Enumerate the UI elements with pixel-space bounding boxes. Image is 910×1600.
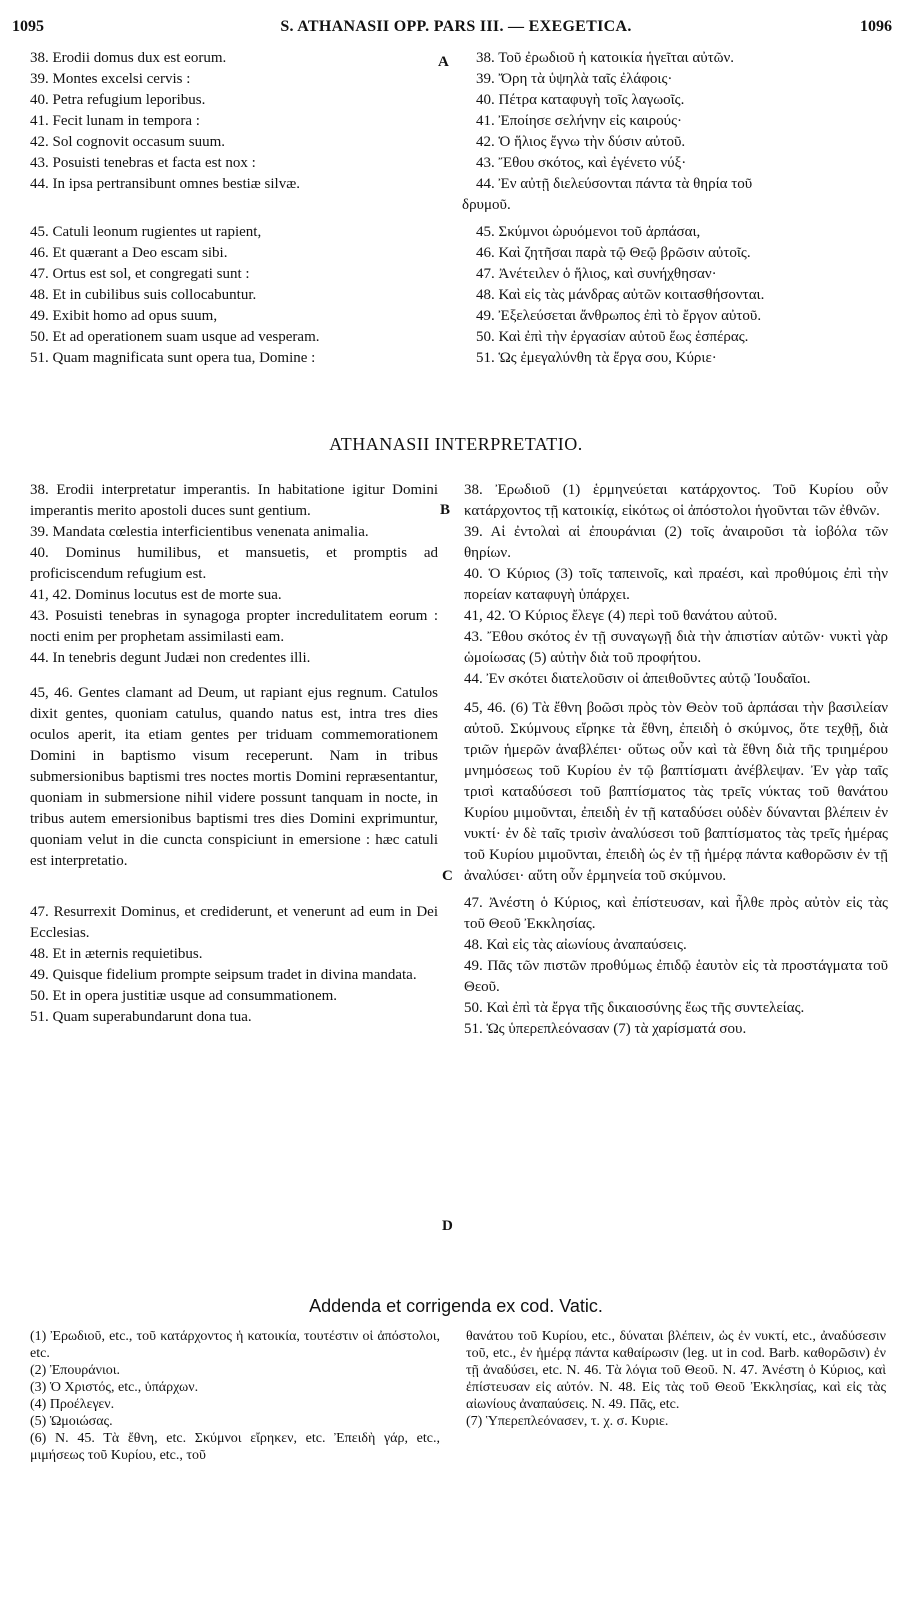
greek-paragraph: 48. Καὶ εἰς τὰς αἰωνίους ἀναπαύσεις. (464, 937, 687, 953)
margin-marker-c: C (442, 868, 453, 884)
footnote: θανάτου τοῦ Κυρίου, etc., δύναται βλέπειν, ὡς ἐν νυκτί, etc., ἀναδύσεσιν τοῦ, etc., ἐν ἡμέρᾳ πάντα καθαίρωσιν (leg. ut in cod. Barb. καθορῶσιν) ἐν τῇ ἀναδύσει, etc. Ν. 46. Τὰ λόγια τοῦ Θεοῦ. Ν. 47. Ἀνέστη ὁ Κύριος, καὶ ἐπίστευσαν εἰς αὐτόν. Ν. 48. Εἰς τὰς τοῦ Θεοῦ Ἐκκλησίας, καὶ εἰς τὰς αἰωνίους ἀναπαύσεις. Ν. 49. Πᾶς, etc. (466, 1329, 886, 1412)
greek-verse: 50. Καὶ ἐπὶ τὴν ἐργασίαν αὐτοῦ ἕως ἑσπέρας. (476, 329, 749, 345)
latin-paragraph: 50. Et in opera justitiæ usque ad consummationem. (30, 988, 338, 1004)
greek-verse: δρυμοῦ. (462, 197, 511, 213)
latin-paragraph: 44. In tenebris degunt Judæi non credentes illi. (30, 650, 311, 666)
latin-paragraph: 45, 46. Gentes clamant ad Deum, ut rapiant ejus regnum. Catulos dixit gentes, quoniam catulus, quando natus est, intra tres dies oculos aperit, ita etiam gentes per triduam commemorationem Domini in baptismo visum receperunt. Nam in tribus submersionibus baptismi tres noctes mortis Domini repræsentantur, quoniam in submersione nihil videre possunt tanquam in nocte, in tribus autem emersionibus baptismi tres dies Domini exprimuntur, quoniam velut in die cuncta conspiciunt in emersione : hæc catuli est interpretatio. (30, 685, 438, 869)
margin-marker-b: B (440, 502, 451, 518)
addenda-notes (30, 1328, 886, 1568)
paragraph-gap (30, 872, 438, 902)
psalm-verses (30, 48, 882, 418)
latin-verse: 45. Catuli leonum rugientes ut rapient, (30, 224, 262, 240)
footnote: (5) Ὡμοιώσας. (30, 1414, 113, 1429)
footnote: (4) Προέλεγεν. (30, 1397, 115, 1412)
latin-paragraph: 51. Quam superabundarunt dona tua. (30, 1009, 252, 1025)
greek-paragraph: 43. Ἔθου σκότος ἐν τῇ συναγωγῇ διὰ τὴν ἀπιστίαν αὐτῶν· νυκτὶ γὰρ ὡμοίωσας (5) αὐτὴν διὰ τοῦ προφήτου. (464, 629, 888, 666)
greek-paragraph: 44. Ἐν σκότει διατελοῦσιν οἱ ἀπειθοῦντες αὐτῷ Ἰουδαῖοι. (464, 671, 811, 687)
latin-paragraph: 38. Erodii interpretatur imperantis. In habitatione igitur Domini imperantis merito apostoli duces sunt gentium. (30, 482, 438, 519)
latin-verse: 38. Erodii domus dux est eorum. (30, 50, 227, 66)
latin-paragraph: 41, 42. Dominus locutus est de morte sua. (30, 587, 282, 603)
latin-interpretation (30, 480, 438, 1028)
greek-paragraph: 47. Ἀνέστη ὁ Κύριος, καὶ ἐπίστευσαν, καὶ ἦλθε πρὸς αὐτὸν εἰς τὰς τοῦ Θεοῦ Ἐκκλησίας. (464, 895, 888, 932)
latin-verse: 48. Et in cubilibus suis collocabuntur. (30, 287, 257, 303)
latin-verse: 39. Montes excelsi cervis : (30, 71, 191, 87)
greek-verse: 47. Ἀνέτειλεν ὁ ἥλιος, καὶ συνήχθησαν· (476, 266, 717, 282)
latin-verse: 41. Fecit lunam in tempora : (30, 113, 200, 129)
page-number-left: 1095 (12, 18, 44, 35)
greek-verse: 44. Ἐν αὐτῇ διελεύσονται πάντα τὰ θηρία τοῦ (476, 176, 753, 192)
greek-paragraph: 50. Καὶ ἐπὶ τὰ ἔργα τῆς δικαιοσύνης ἕως τῆς συντελείας. (464, 1000, 805, 1016)
greek-verse: 40. Πέτρα καταφυγὴ τοῖς λαγωοῖς. (476, 92, 685, 108)
greek-verse: 48. Καὶ εἰς τὰς μάνδρας αὐτῶν κοιτασθήσονται. (476, 287, 765, 303)
latin-verse: 51. Quam magnificata sunt opera tua, Domine : (30, 350, 316, 366)
latin-verse: 43. Posuisti tenebras et facta est nox : (30, 155, 256, 171)
greek-verse: 38. Τοῦ ἐρωδιοῦ ἡ κατοικία ἡγεῖται αὐτῶν. (476, 50, 735, 66)
running-title: S. ATHANASII OPP. PARS III. — EXEGETICA. (280, 18, 632, 35)
greek-interpretation (464, 480, 888, 1040)
latin-verse: 50. Et ad operationem suam usque ad vesperam. (30, 329, 320, 345)
latin-verses (30, 48, 444, 369)
footnote: (6) Ν. 45. Τὰ ἔθνη, etc. Σκύμνοι εἴρηκεν, etc. Ἐπειδὴ γάρ, etc., μιμήσεως τοῦ Κυρίου, etc., τοῦ (30, 1431, 440, 1463)
latin-paragraph: 47. Resurrexit Dominus, et crediderunt, et venerunt ad eum in Dei Ecclesias. (30, 904, 438, 941)
footnote: (2) Ἐπουράνιοι. (30, 1363, 120, 1378)
latin-verse: 47. Ortus est sol, et congregati sunt : (30, 266, 250, 282)
greek-paragraph: 39. Αἱ ἐντολαὶ αἱ ἐπουράνιαι (2) τοῖς ἀναιροῦσι τὰ ἰοβόλα τῶν θηρίων. (464, 524, 888, 561)
latin-verse: 44. In ipsa pertransibunt omnes bestiæ silvæ. (30, 176, 300, 192)
footnote: (1) Ἐρωδιοῦ, etc., τοῦ κατάρχοντος ἡ κατοικία, τουτέστιν οἱ ἀπόστολοι, etc. (30, 1329, 440, 1361)
running-head (12, 14, 892, 42)
latin-verse: 49. Exibit homo ad opus suum, (30, 308, 218, 324)
paragraph-gap (464, 690, 888, 698)
greek-paragraph: 40. Ὁ Κύριος (3) τοῖς ταπεινοῖς, καὶ πραέσι, καὶ προθύμοις ἐπὶ τὴν πορείαν καταφυγὴ ὑπάρχει. (464, 566, 888, 603)
greek-paragraph: 51. Ὡς ὑπερεπλεόνασαν (7) τὰ χαρίσματά σου. (464, 1021, 747, 1037)
greek-paragraph: 49. Πᾶς τῶν πιστῶν προθύμως ἐπιδῷ ἑαυτὸν εἰς τὰ προστάγματα τοῦ Θεοῦ. (464, 958, 888, 995)
notes-left (30, 1328, 440, 1464)
greek-verses (462, 48, 890, 369)
greek-verse: 49. Ἐξελεύσεται ἄνθρωπος ἐπὶ τὸ ἔργον αὐτοῦ. (476, 308, 762, 324)
latin-paragraph: 43. Posuisti tenebras in synagoga propter incredulitatem eorum : nocti enim per prophetam assimilasti eam. (30, 608, 438, 645)
latin-verse: 46. Et quærant a Deo escam sibi. (30, 245, 228, 261)
page-number-right: 1096 (860, 18, 892, 35)
margin-marker-d: D (442, 1218, 453, 1234)
notes-right (466, 1328, 886, 1430)
greek-paragraph: 41, 42. Ὁ Κύριος ἔλεγε (4) περὶ τοῦ θανάτου αὐτοῦ. (464, 608, 778, 624)
footnote: (3) Ὁ Χριστός, etc., ὑπάρχων. (30, 1380, 199, 1395)
latin-paragraph: 39. Mandata cœlestia interficientibus venenata animalia. (30, 524, 369, 540)
section-title: ATHANASII INTERPRETATIO. (329, 434, 583, 454)
greek-verse: 42. Ὁ ἥλιος ἔγνω τὴν δύσιν αὐτοῦ. (476, 134, 686, 150)
paragraph-gap (30, 669, 438, 683)
greek-verse: 43. Ἔθου σκότος, καὶ ἐγένετο νύξ· (476, 155, 687, 171)
greek-verse: 51. Ὡς ἐμεγαλύνθη τὰ ἔργα σου, Κύριε· (476, 350, 717, 366)
addenda-title: Addenda et corrigenda ex cod. Vatic. (309, 1296, 603, 1316)
greek-paragraph: 38. Ἐρωδιοῦ (1) ἑρμηνεύεται κατάρχοντος. Τοῦ Κυρίου οὖν κατάρχοντος τῇ κατοικίᾳ, εἰκότως οἱ ἀπόστολοι ἡγοῦνται τῶν ἐθνῶν. (464, 482, 888, 519)
greek-verse: 41. Ἐποίησε σελήνην εἰς καιρούς· (476, 113, 683, 129)
latin-paragraph: 49. Quisque fidelium prompte seipsum tradet in divina mandata. (30, 967, 417, 983)
greek-verse: 45. Σκύμνοι ὠρυόμενοι τοῦ ἁρπάσαι, (476, 224, 701, 240)
latin-paragraph: 48. Et in æternis requietibus. (30, 946, 203, 962)
margin-marker-a: A (438, 54, 449, 70)
greek-verse: 46. Καὶ ζητῆσαι παρὰ τῷ Θεῷ βρῶσιν αὐτοῖς. (476, 245, 751, 261)
latin-verse: 40. Petra refugium leporibus. (30, 92, 206, 108)
latin-verse: 42. Sol cognovit occasum suum. (30, 134, 225, 150)
latin-paragraph: 40. Dominus humilibus, et mansuetis, et promptis ad proficiscendum refugium est. (30, 545, 438, 582)
document-page (12, 14, 892, 1463)
latin-verse-gap (30, 195, 444, 222)
greek-paragraph: 45, 46. (6) Τὰ ἔθνη βοῶσι πρὸς τὸν Θεὸν τοῦ ἁρπάσαι τὴν βασιλείαν αὐτοῦ. Σκύμνους εἴρηκε τὰ ἔθνη, ἐπειδὴ ὁ σκύμνος, ὅτε τεχθῇ, διὰ τριῶν ἡμερῶν ἀναβλέπει· οὕτως οὖν καὶ τὰ ἔθνη διὰ τῆς τριημέρου μνημόσεως τοῦ Κυρίου ἐν τῷ βαπτίσματι ἀνέβλεψαν. Ἐν γὰρ ταῖς τρισὶ καταδύσεσι τοῦ βαπτίσματος τὰς τρεῖς νύκτας τοῦ θανάτου Κυρίου μιμοῦνται, ἐπειδὴ ἐν τῇ καταδύσει οὐδὲν δύνανται βλέπειν ἐν νυκτί· ἐν δὲ ταῖς τρισὶν ἀναλύσεσι τοῦ βαπτίσματος τὰς τρεῖς ἡμέρας τοῦ Κυρίου μιμοῦνται, ἐπειδὴ ὡς ἐν τῇ ἡμέρᾳ πάντα καθορῶσιν ἐν τῇ ἀναλύσει· αὕτη οὖν ἑρμηνεία τοῦ σκύμνου. (464, 700, 888, 884)
footnote: (7) Ὑπερεπλεόνασεν, τ. χ. σ. Κυριε. (466, 1414, 669, 1429)
greek-verse: 39. Ὄρη τὰ ὑψηλὰ ταῖς ἐλάφοις· (476, 71, 673, 87)
